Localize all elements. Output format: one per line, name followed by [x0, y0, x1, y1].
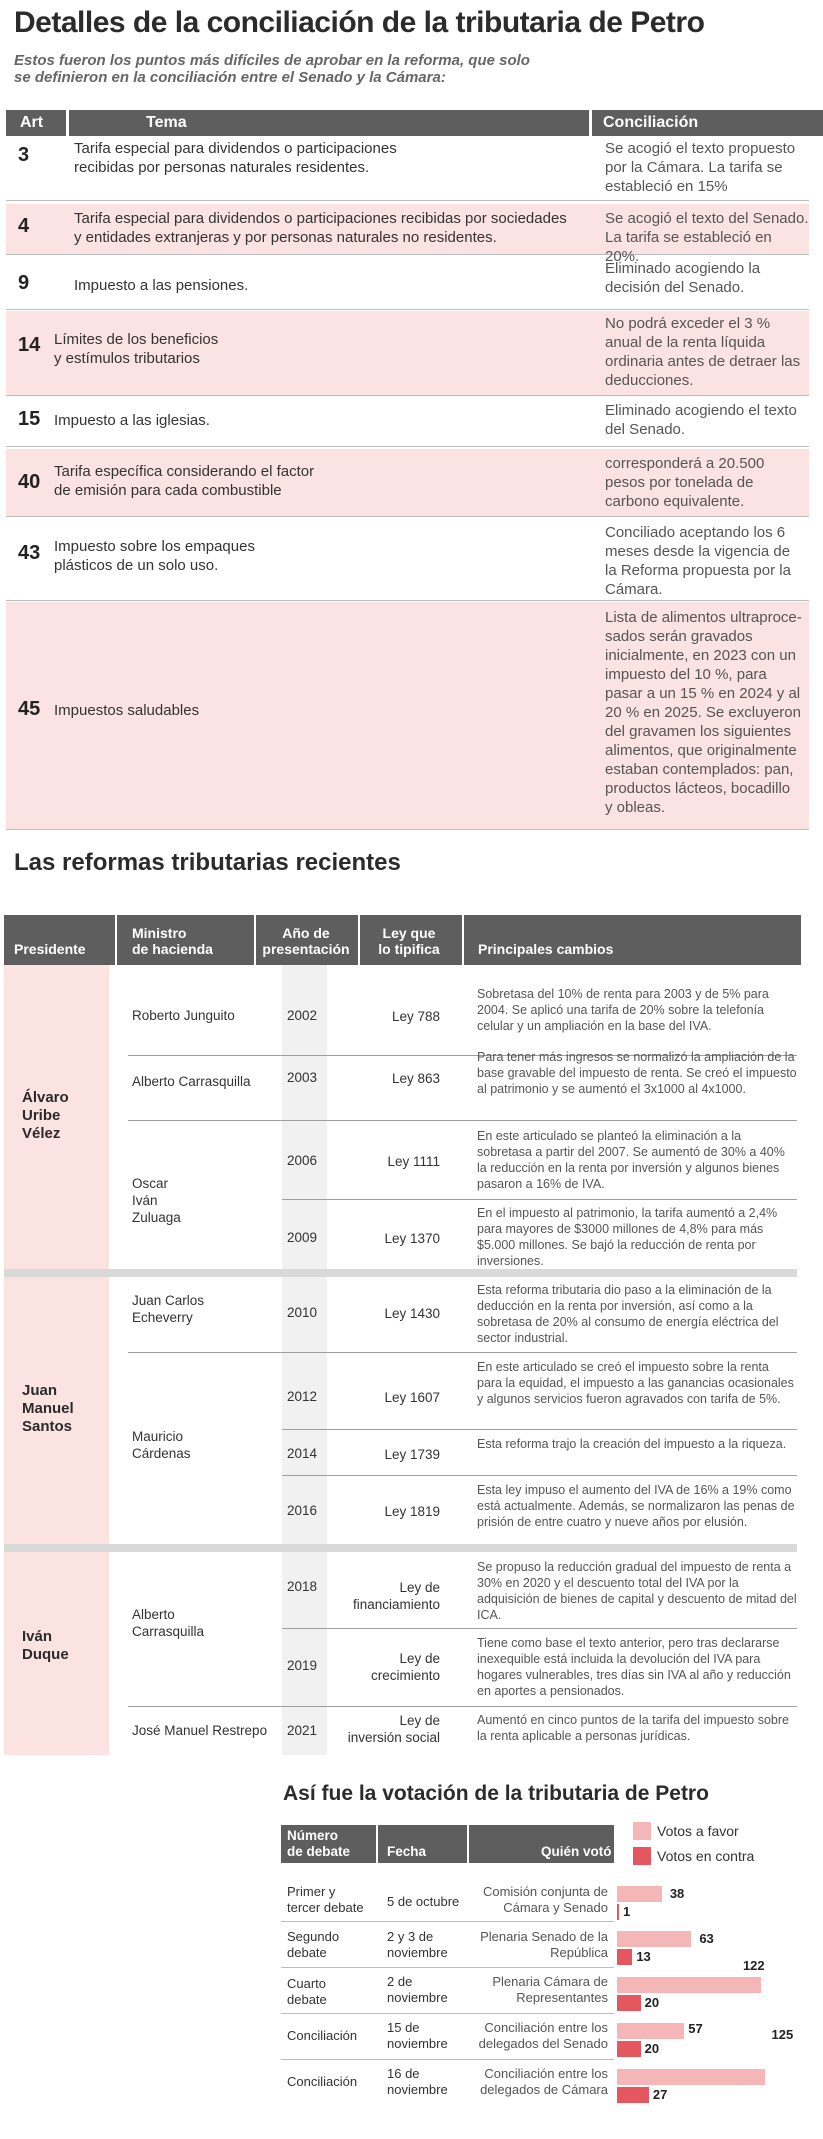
table1-row	[6, 204, 809, 265]
header-divider	[589, 110, 592, 136]
row-divider	[281, 2059, 614, 2060]
row-tema: Impuesto a las iglesias.	[54, 412, 210, 429]
reform-year: 2010	[287, 1305, 318, 1320]
table1-row	[6, 397, 809, 447]
page-title: Detalles de la conciliación de la tributaria de Petro	[14, 6, 705, 39]
row-conciliacion: Lista de alimentos ultraproce- sados serán gravados inicialmente, en 2023 con un impuesto del 10 %, para pasar a un 15 % en 2024 y al 20 % en 2025. Se excluyeron del gravamen los siguientes alimentos, que originalmente estaban contemplados: pan, productos lácteos, bocadillo y obleas.	[605, 609, 802, 816]
reform-law: Ley 1607	[384, 1390, 440, 1405]
reform-changes: Sobretasa del 10% de renta para 2003 y de 5% para 2004. Se aplicó una tarifa de 20% sobre la telefonía celular y un ampliación en la base del IVA.	[477, 987, 769, 1033]
header-anio: Año de presentación	[262, 925, 350, 957]
bar-contra-label: 1	[623, 1904, 631, 1919]
bar-favor-label: 38	[669, 1886, 685, 1901]
bar-favor-label: 125	[771, 2027, 794, 2042]
row-divider	[282, 1628, 797, 1629]
bar-favor	[617, 2023, 684, 2039]
reform-law: Ley 788	[391, 1009, 440, 1024]
reform-law: Ley de inversión social	[347, 1713, 440, 1745]
header-divider	[376, 1825, 378, 1863]
debate-date: 2 de noviembre	[387, 1974, 448, 2005]
table1-row	[6, 449, 809, 517]
minister-name: Alberto Carrasquilla	[132, 1074, 251, 1089]
header-quien: Quién votó	[541, 1844, 612, 1859]
bar-contra-label: 27	[652, 2087, 668, 2102]
header-divider	[115, 915, 117, 965]
reform-changes: Para tener más ingresos se normalizó la ampliación de la base gravable del impuesto de renta. Se creó el impuesto al patrimonio y se aumentó el 3x1000 al 4x1000.	[477, 1050, 797, 1096]
table1-header	[6, 110, 823, 136]
reform-law: Ley 1739	[384, 1447, 440, 1462]
minister-name: Oscar Iván Zuluaga	[132, 1176, 181, 1225]
bar-favor-label: 63	[699, 1931, 714, 1946]
group-separator	[4, 1544, 797, 1552]
row-conciliacion: No podrá exceder el 3 % anual de la renta líquida ordinaria antes de detraer las deducciones.	[605, 315, 801, 389]
row-art: 45	[18, 698, 41, 720]
row-art: 4	[18, 215, 30, 237]
votes-header	[281, 1825, 614, 1863]
reform-changes: En este articulado se planteó la eliminación a la sobretasa a partir del 2007. Se aumentó de 30% a 40% la reducción en la renta por inversión y algunos bienes pasaron a 16% de IVA.	[477, 1129, 785, 1191]
group-separator	[4, 1269, 797, 1277]
row-conciliacion: Se acogió el texto propuesto por la Cámara. La tarifa se estableció en 15%	[605, 140, 796, 195]
reform-year: 2012	[287, 1389, 318, 1404]
bar-favor-label: 122	[742, 1958, 765, 1973]
bar-contra	[617, 2041, 641, 2057]
section-title: Las reformas tributarias recientes	[14, 849, 401, 876]
row-divider	[128, 1120, 797, 1121]
reform-year: 2002	[287, 1008, 318, 1023]
row-tema: Tarifa especial para dividendos o participaciones recibidas por personas naturales residentes.	[74, 140, 397, 176]
header-art: Art	[20, 114, 44, 131]
minister-name: Roberto Junguito	[132, 1008, 235, 1023]
debate-number: Cuarto debate	[287, 1976, 327, 2007]
table1-row	[6, 255, 809, 310]
minister-name: Alberto Carrasquilla	[132, 1607, 205, 1639]
president-name: Iván Duque	[22, 1628, 69, 1663]
row-conciliacion: Eliminado acogiendo el texto del Senado.	[605, 402, 797, 438]
bar-contra-label: 13	[636, 1949, 651, 1964]
row-conciliacion: Se acogió el texto del Senado. La tarifa se estableció en 20%.	[605, 210, 809, 265]
header-divider	[66, 110, 69, 136]
reform-law: Ley de crecimiento	[370, 1651, 440, 1683]
row-divider	[282, 1429, 797, 1430]
minister-name: Juan Carlos Echeverry	[132, 1293, 205, 1325]
row-divider	[282, 1475, 797, 1476]
reform-changes: Se propuso la reducción gradual del impuesto de renta a 30% en 2020 y el descuento total del IVA por la adquisición de bienes de capital y descuento de mitad del ICA.	[477, 1560, 797, 1622]
table2-header	[4, 915, 801, 965]
bar-contra-label: 20	[644, 2041, 660, 2056]
page-subtitle: Estos fueron los puntos más difíciles de aprobar en la reforma, que solo se definieron en la conciliación entre el Senado y la Cámara:	[14, 52, 530, 86]
row-divider	[281, 1921, 614, 1922]
minister-name: José Manuel Restrepo	[132, 1723, 268, 1738]
debate-voters: Plenaria Cámara de Representantes	[492, 1974, 608, 2005]
reform-law: Ley 1430	[384, 1306, 440, 1321]
bar-contra	[617, 2087, 649, 2103]
bar-favor	[617, 1931, 691, 1947]
row-conciliacion: corresponderá a 20.500 pesos por tonelada de carbono equivalente.	[605, 455, 765, 510]
debate-date: 16 de noviembre	[387, 2066, 448, 2097]
table1-row	[6, 519, 809, 601]
debate-voters: Conciliación entre los delegados del Senado	[478, 2020, 608, 2051]
row-divider	[128, 1352, 797, 1353]
row-conciliacion: Eliminado acogiendo la decisión del Senado.	[605, 260, 761, 296]
row-divider	[281, 1967, 614, 1968]
header-presidente: Presidente	[14, 941, 86, 957]
row-art: 3	[18, 144, 30, 166]
header-ministro: Ministro de hacienda	[132, 925, 213, 957]
header-divider	[462, 915, 464, 965]
section-title: Así fue la votación de la tributaria de Petro	[283, 1782, 709, 1805]
table1-row	[6, 136, 809, 201]
row-art: 9	[18, 272, 30, 294]
header-conciliacion: Conciliación	[603, 114, 699, 131]
bar-favor	[617, 1977, 761, 1993]
row-divider	[128, 1706, 797, 1707]
reform-year: 2018	[287, 1579, 318, 1594]
bar-contra-label: 20	[644, 1995, 660, 2010]
reform-year: 2009	[287, 1230, 318, 1245]
reform-changes: En este articulado se creó el impuesto sobre la renta para la equidad, el impuesto a las ganancias ocasionales y algunos servicios fueron agravados con tarifa de 5%.	[477, 1360, 794, 1406]
debate-date: 5 de octubre	[387, 1894, 460, 1909]
row-divider	[282, 1199, 797, 1200]
reform-law: Ley 863	[391, 1071, 440, 1086]
row-tema: Límites de los beneficios y estímulos tributarios	[54, 331, 219, 367]
debate-date: 15 de noviembre	[387, 2020, 448, 2051]
reform-changes: En el impuesto al patrimonio, la tarifa aumentó a 2,4% para mayores de $3000 millones de 4,8% para más $5.000 millones. Se bajó la reducción de renta por inversiones.	[477, 1206, 778, 1268]
bar-favor-label: 57	[688, 2021, 703, 2036]
row-divider	[281, 2013, 614, 2014]
header-divider	[358, 915, 360, 965]
bar-contra	[617, 1904, 619, 1920]
debate-number: Conciliación	[287, 2074, 358, 2089]
debate-number: Conciliación	[287, 2028, 358, 2043]
row-art: 40	[18, 471, 41, 493]
debate-number: Primer y tercer debate	[287, 1884, 364, 1915]
reform-law: Ley 1370	[384, 1231, 440, 1246]
header-numero: Número de debate	[287, 1828, 351, 1859]
header-cambios: Principales cambios	[478, 941, 614, 957]
debate-voters: Plenaria Senado de la República	[480, 1929, 608, 1960]
bar-favor	[617, 1886, 662, 1902]
row-art: 14	[18, 334, 41, 356]
reform-changes: Aumentó en cinco puntos de la tarifa del impuesto sobre la renta aplicable a personas jurídicas.	[477, 1713, 789, 1743]
reform-year: 2003	[287, 1070, 318, 1085]
header-divider	[467, 1825, 469, 1863]
legend-label-favor: Votos a favor	[657, 1823, 739, 1839]
legend-label-contra: Votos en contra	[657, 1848, 755, 1864]
header-tema: Tema	[146, 114, 187, 131]
bar-favor	[617, 2069, 765, 2085]
minister-name: Mauricio Cárdenas	[132, 1429, 191, 1461]
president-name: Juan Manuel Santos	[22, 1382, 74, 1435]
reform-law: Ley 1819	[384, 1504, 440, 1519]
legend-swatch-contra	[633, 1847, 651, 1865]
president-name: Álvaro Uribe Vélez	[22, 1089, 69, 1142]
row-art: 15	[18, 408, 41, 430]
row-tema: Impuestos saludables	[54, 702, 200, 719]
bar-contra	[617, 1949, 632, 1965]
reform-year: 2014	[287, 1446, 318, 1461]
reform-year: 2019	[287, 1658, 318, 1673]
header-ley: Ley que lo tipifica	[378, 925, 440, 957]
reform-year: 2021	[287, 1723, 318, 1738]
header-divider	[254, 915, 256, 965]
row-tema: Tarifa específica considerando el factor de emisión para cada combustible	[54, 463, 315, 499]
row-conciliacion: Conciliado aceptando los 6 meses desde la vigencia de la Reforma propuesta por la Cámara.	[605, 524, 791, 598]
header-fecha: Fecha	[387, 1844, 427, 1859]
reform-changes: Esta reforma trajo la creación del impuesto a la riqueza.	[477, 1437, 787, 1451]
debate-number: Segundo debate	[287, 1929, 340, 1960]
table1-row	[6, 311, 809, 396]
reform-changes: Esta reforma tributaria dio paso a la eliminación de la deducción en la renta por inversión, así como a la sobretasa de 20% al consumo de energía eléctrica del sector industrial.	[477, 1283, 779, 1345]
debate-voters: Comisión conjunta de Cámara y Senado	[482, 1884, 608, 1915]
debate-date: 2 y 3 de noviembre	[387, 1929, 448, 1960]
row-art: 43	[18, 542, 41, 564]
table1-row	[6, 602, 809, 830]
row-tema: Tarifa especial para dividendos o participaciones recibidas por sociedades y entidades extranjeras y por personas naturales no residentes.	[74, 210, 567, 246]
debate-voters: Conciliación entre los delegados de Cámara	[480, 2066, 608, 2097]
reform-changes: Esta ley impuso el aumento del IVA de 16% a 19% como está actualmente. Además, se normalizaron las penas de prisión de entre cuatro y nueve años por elusión.	[477, 1483, 795, 1529]
row-tema: Impuesto sobre los empaques plásticos de un solo uso.	[54, 538, 255, 574]
legend-swatch-favor	[633, 1822, 651, 1840]
row-tema: Impuesto a las pensiones.	[74, 277, 249, 294]
reform-law: Ley 1111	[387, 1154, 440, 1169]
reform-year: 2006	[287, 1153, 318, 1168]
reform-changes: Tiene como base el texto anterior, pero tras declararse inexequible está incluida la devolución del IVA para hogares vulnerables, tres días sin IVA al año y reducción en aportes a pensionados.	[477, 1636, 791, 1698]
reform-law: Ley de financiamiento	[352, 1580, 440, 1612]
bar-contra	[617, 1995, 641, 2011]
reform-year: 2016	[287, 1503, 318, 1518]
